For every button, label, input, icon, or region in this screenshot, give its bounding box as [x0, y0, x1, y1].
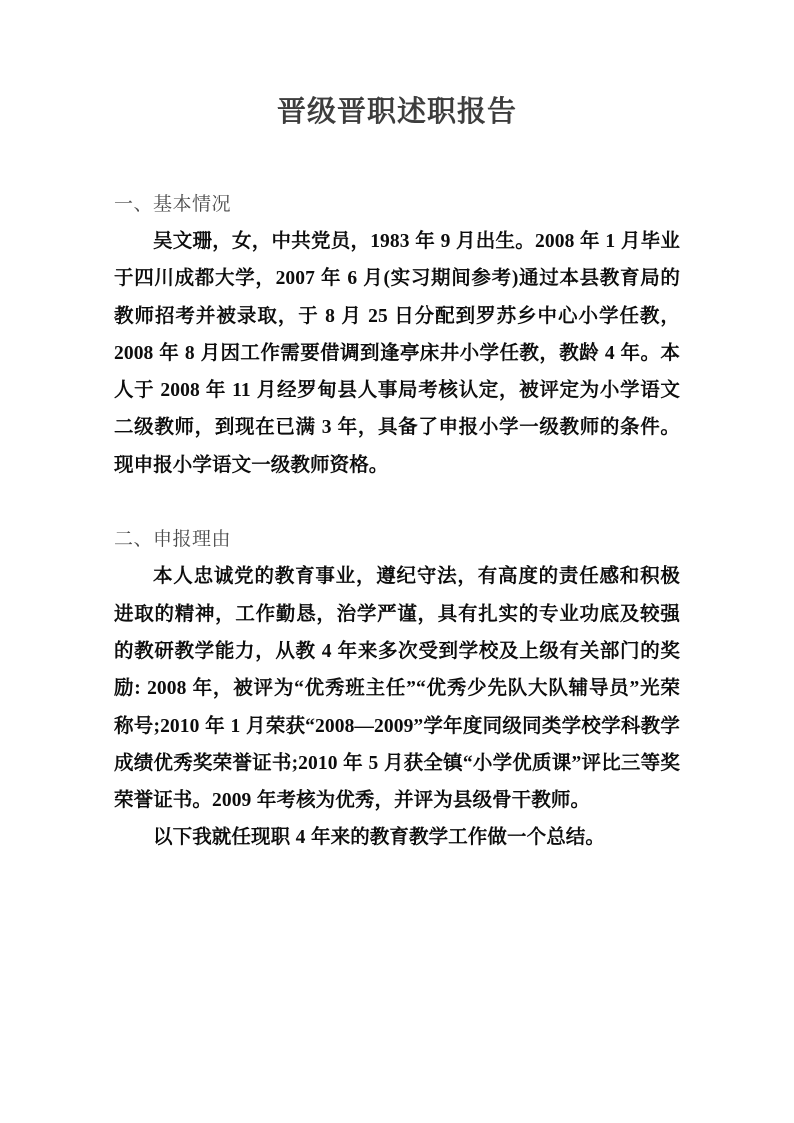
- paragraph-basic-situation: 吴文珊，女，中共党员，1983 年 9 月出生。2008 年 1 月毕业于四川成都大学，2007 年 6 月(实习期间参考)通过本县教育局的教师招考并被录取，于 8 月 25 日分配到罗苏乡中心小学任教，2008 年 8 月因工作需要借调到逢亭床井小学任教，教龄 4 年。本人于 2008 年 11 月经罗甸县人事局考核认定，被评定为小学语文二级教师，到现在已满 3 年，具备了申报小学一级教师的条件。现申报小学语文一级教师资格。: [114, 231, 681, 476]
- document-body: [114, 186, 680, 857]
- section-heading-1: 一、基本情况: [114, 194, 232, 215]
- paragraph-application-reason: 本人忠诚党的教育事业，遵纪守法，有高度的责任感和积极进取的精神，工作勤恳，治学严谨，具有扎实的专业功底及较强的教研教学能力，从教 4 年来多次受到学校及上级有关部门的奖励: 2008 年，被评为“优秀班主任”“优秀少先队大队辅导员”光荣称号;2010 年 1 月荣获“2008—2009”学年度同级同类学校学科教学成绩优秀奖荣誉证书;2010 年 5 月获全镇“小学优质课”评比三等奖荣誉证书。2009 年考核为优秀，并评为县级骨干教师。: [114, 566, 680, 812]
- section-application-reason: [114, 521, 680, 856]
- section-gap: [114, 484, 680, 521]
- section-heading-2: 二、申报理由: [114, 529, 232, 551]
- page-title: 晋级晋职述职报告: [276, 96, 517, 128]
- paragraph-summary-intro: 以下我就任现职 4 年来的教育教学工作做一个总结。: [153, 827, 606, 849]
- section-basic-situation: [114, 186, 680, 484]
